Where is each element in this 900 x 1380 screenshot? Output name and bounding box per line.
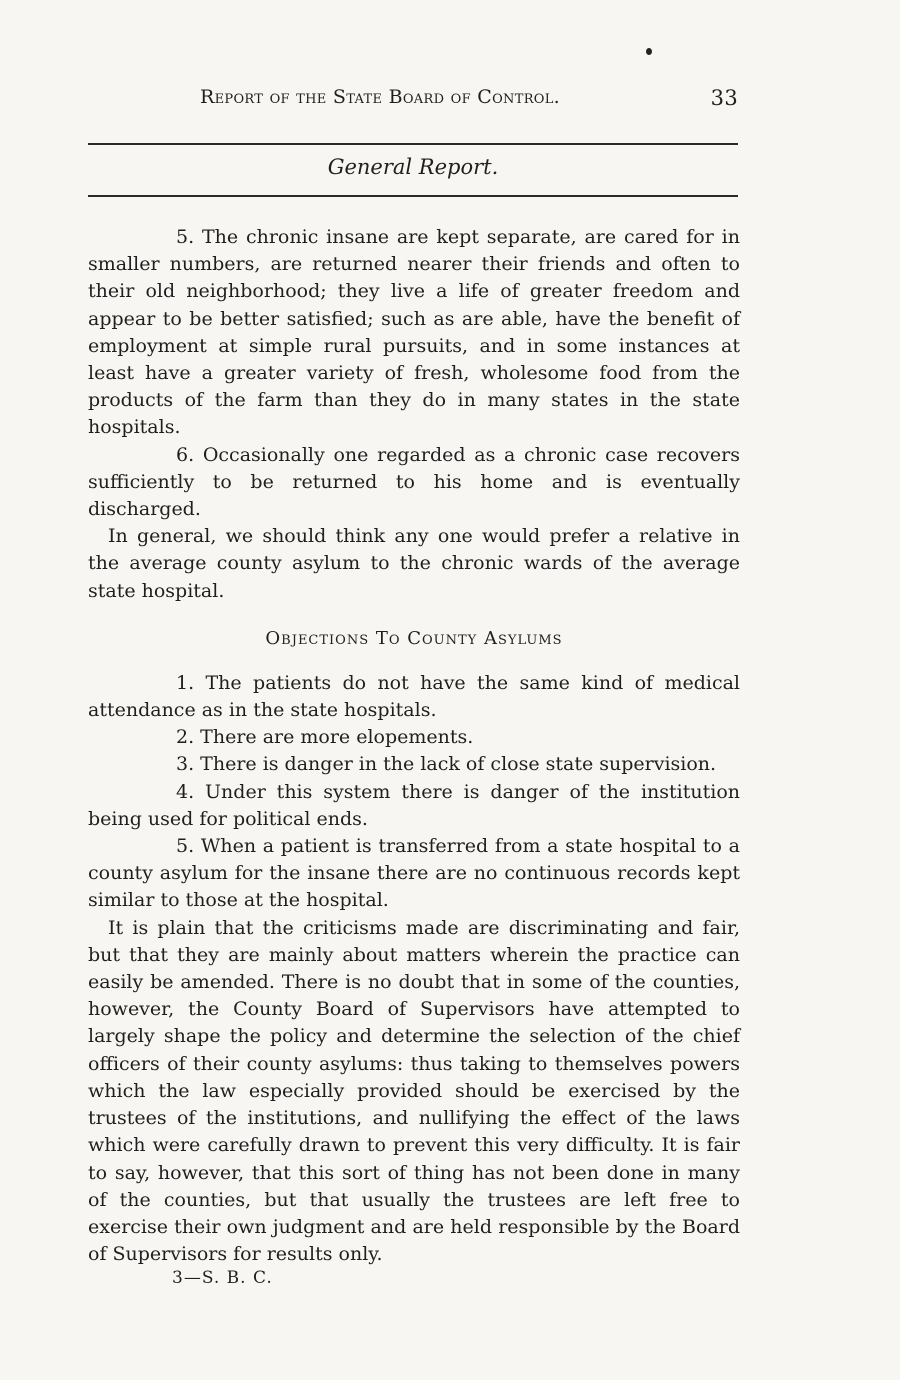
paragraph-point-6: 6. Occasionally one regarded as a chronic case recovers sufficiently to be returned to his home and is eventually discharged. xyxy=(88,443,740,521)
objection-2: 2. There are more elopements. xyxy=(176,726,474,749)
running-title: Report of the State Board of Control. xyxy=(200,86,561,108)
objection-4: 4. Under this system there is danger of the institution being used for political ends. xyxy=(88,780,740,830)
paragraph-conclusion: It is plain that the criticisms made are discriminating and fair, but that they are mainly about matters wherein the practice can easily be amended. There is no doubt that in some of the counties, however, the County Board of Supervisors have attempted to largely shape the policy and determine the selection of the chief officers of their county asylums: thus taking to themselves powers which the law especially provided should be exercised by the trustees of the institutions, and nullifying the effect of the laws which were carefully drawn to prevent this very difficulty. It is fair to say, however, that this sort of thing has not been done in many of the counties, but that usually the trustees are left free to exercise their own judgment and are held responsible by the Board of Supervisors for results only. xyxy=(88,916,740,1266)
body-text xyxy=(88,224,740,1268)
bottom-rule xyxy=(88,195,738,197)
objections-heading: Objections To County Asylums xyxy=(265,627,563,649)
running-header xyxy=(88,86,738,114)
paragraph-point-5: 5. The chronic insane are kept separate, are cared for in smaller numbers, are returned nearer their friends and often to their old neighborhood; they live a life of greater freedom and appear to be better satisfied; such as are able, have the benefit of employment at simple rural pursuits, and in some instances at least have a greater variety of fresh, wholesome food from the products of the farm than they do in many states in the state hospitals. xyxy=(88,226,740,439)
top-rule xyxy=(88,143,738,145)
objection-1: 1. The patients do not have the same kind of medical attendance as in the state hospitals. xyxy=(88,671,740,722)
objection-3: 3. There is danger in the lack of close state supervision. xyxy=(176,753,717,776)
paragraph-general: In general, we should think any one would prefer a relative in the average county asylum to the chronic wards of the average state hospital. xyxy=(88,525,740,602)
signature-mark: 3—S. B. C. xyxy=(172,1268,273,1288)
page-number: 33 xyxy=(710,86,738,110)
objection-5: 5. When a patient is transferred from a state hospital to a county asylum for the insane there are no continuous records kept similar to those at the hospital. xyxy=(88,835,740,912)
ink-speck xyxy=(646,48,652,55)
section-title: General Report. xyxy=(327,155,499,179)
